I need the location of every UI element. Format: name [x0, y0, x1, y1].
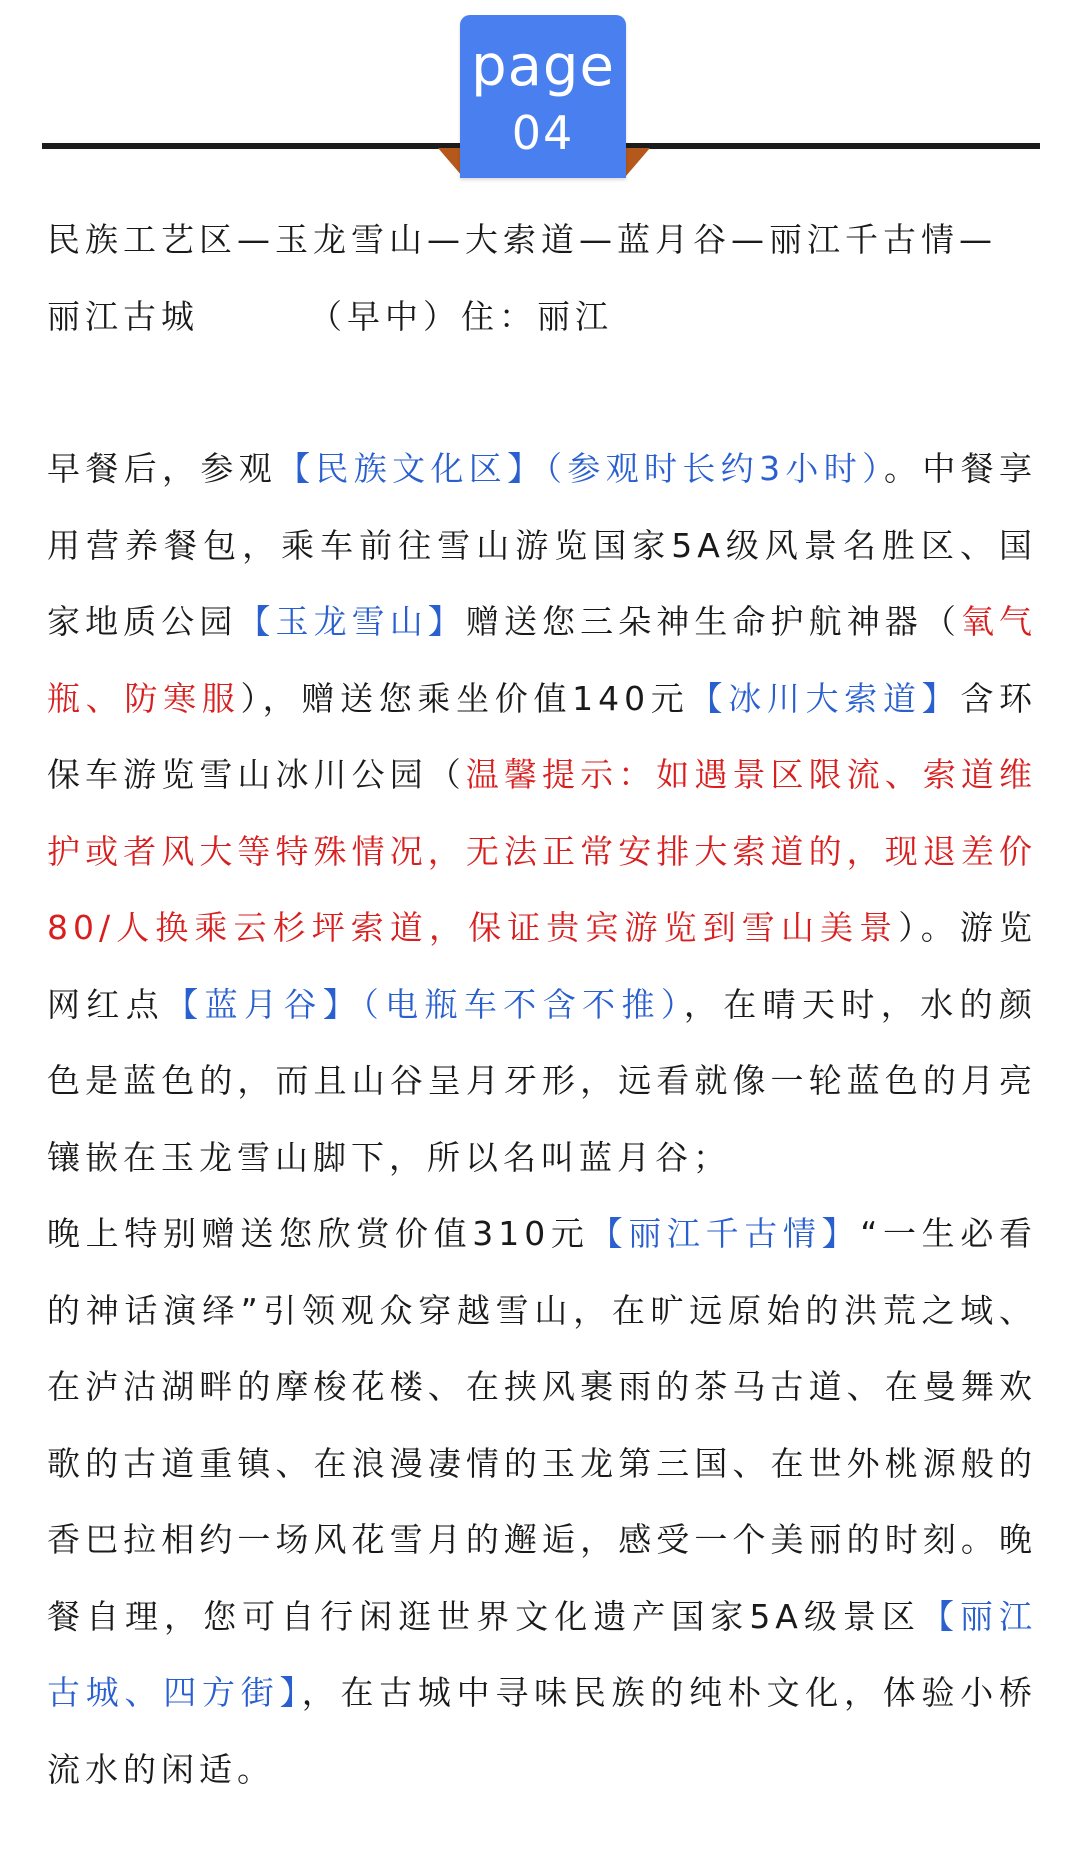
page-number-badge — [460, 15, 626, 178]
text-segment: ，在晴天时，水的颜色是蓝色的，而且山谷呈月牙形，远看就像一轮蓝色的月亮镶嵌在玉龙雪山脚下，所以名叫蓝月谷； — [47, 984, 1038, 1177]
highlight-lijiang-show: 【丽江千古情】 — [589, 1214, 861, 1253]
badge-right-ribbon-fold — [626, 148, 650, 176]
text-segment: 。中餐享用营养餐包，乘车前往雪山游览国家5A级风景名胜区、国家地质公园 — [47, 449, 1038, 641]
highlight-jade-dragon-snow-mountain: 【玉龙雪山】 — [237, 602, 466, 641]
text-segment: ），赠送您乘坐价值140元 — [240, 678, 690, 718]
highlight-glacier-cableway: 【冰川大索道】 — [689, 678, 961, 718]
warm-reminder-note: 温馨提示：如遇景区限流、索道维护或者风大等特殊情况，无法正常安排大索道的，现退差价80/人换乘云杉坪索道，保证贵宾游览到雪山美景 — [47, 755, 1038, 947]
text-segment: 晚上特别赠送您欣赏价值310元 — [47, 1214, 590, 1253]
badge-left-ribbon-fold — [438, 148, 462, 176]
route-title — [47, 202, 1037, 355]
highlight-ethnic-culture-zone: 【民族文化区】（参观时长约3小时） — [277, 449, 884, 488]
page-header — [0, 0, 1080, 190]
highlight-blue-moon-valley: 【蓝月谷】（电瓶车不含不推） — [165, 984, 684, 1024]
highlight-lijiang-old-town: 【丽江古城、四方街】 — [47, 1596, 1038, 1712]
text-segment: 含环保车游览雪山冰川公园（ — [47, 678, 1037, 794]
highlight-oxygen-coat: 氧气瓶、防寒服 — [47, 602, 1038, 718]
itinerary-content — [47, 202, 1037, 1808]
route-meals-lodging: （早中）住：丽江 — [309, 296, 613, 336]
text-segment: ，在古城中寻味民族的纯朴文化，体验小桥流水的闲适。 — [47, 1673, 1038, 1789]
text-segment: ）。游览网红点 — [47, 908, 1038, 1024]
page-number: 04 — [511, 106, 575, 160]
route-line-2-city: 丽江古城 — [47, 296, 199, 336]
text-segment: 早餐后，参观 — [47, 449, 278, 488]
text-segment: “一生必看的神话演绎”引领观众穿越雪山，在旷远原始的洪荒之域、在泸沽湖畔的摩梭花楼、在挟风裹雨的茶马古道、在曼舞欢歌的古道重镇、在浪漫凄情的玉龙第三国、在世外桃源般的香巴拉相约一场风花雪月的邂逅，感受一个美丽的时刻。晚餐自理，您可自行闲逛世界文化遗产国家5A级景区 — [47, 1214, 1037, 1636]
page-label: page — [471, 34, 615, 99]
text-segment: 赠送您三朵神生命护航神器（ — [465, 602, 961, 641]
day-description-paragraph — [47, 431, 1037, 1196]
route-line-1: 民族工艺区—玉龙雪山—大索道—蓝月谷—丽江千古情— — [47, 220, 997, 259]
evening-description-paragraph — [47, 1196, 1037, 1808]
paragraph-spacer — [47, 355, 1037, 431]
